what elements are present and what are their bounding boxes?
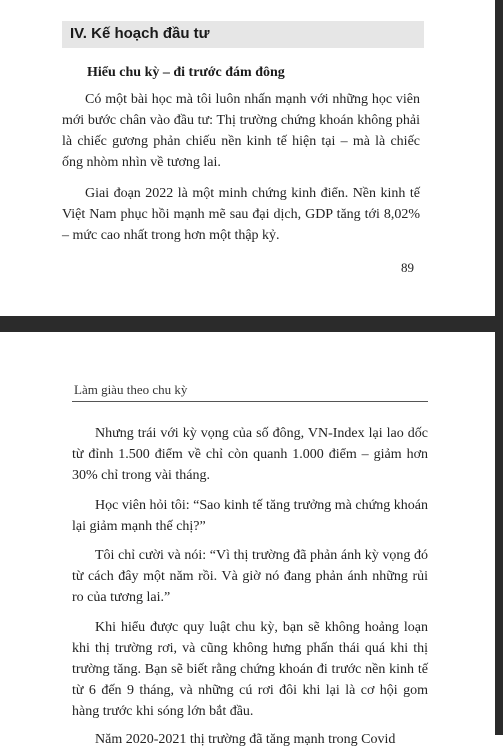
paragraph: Nhưng trái với kỳ vọng của số đông, VN-Index lại lao dốc từ đỉnh 1.500 điểm về chỉ còn quanh 1.000 điểm – giảm hơn 30% chỉ trong vài tháng. [72,426,428,483]
running-header: Làm giàu theo chu kỳ [74,382,188,397]
page-number: 89 [401,260,414,275]
section-header [62,21,424,48]
page-89 [0,0,495,316]
paragraph: Giai đoạn 2022 là một minh chứng kinh điển. Nền kinh tế Việt Nam phục hồi mạnh mẽ sau đại dịch, GDP tăng tới 8,02% – mức cao nhất trong hơn một thập kỷ. [62,186,420,243]
page-90 [0,332,495,747]
header-rule [72,401,428,402]
paragraph: Khi hiểu được quy luật chu kỳ, bạn sẽ không hoảng loạn khi thị trường rơi, và cũng không hưng phấn thái quá khi thị trường tăng. Bạn sẽ biết rằng chứng khoán đi trước nền kinh tế từ 6 đến 9 tháng, và những cú rơi đôi khi lại là cơ hội gom hàng trước khi sóng lớn bắt đầu. [72,620,428,719]
paragraph: Học viên hỏi tôi: “Sao kinh tế tăng trưởng mà chứng khoán lại giảm mạnh thế chị?” [72,498,428,534]
subheading: Hiểu chu kỳ – đi trước đám đông [87,65,285,80]
right-edge-bar [495,0,503,735]
page-gap [0,316,495,332]
paragraph-cut-off: Năm 2020-2021 thị trường đã tăng mạnh trong Covid [95,732,396,747]
section-title: IV. Kế hoạch đầu tư [70,25,210,42]
paragraph: Tôi chỉ cười và nói: “Vì thị trường đã phản ánh kỳ vọng đó từ cách đây một năm rồi. Và giờ nó đang phản ánh những rủi ro của tương lai.” [72,548,428,605]
paragraph: Có một bài học mà tôi luôn nhấn mạnh với những học viên mới bước chân vào đầu tư: Thị trường chứng khoán không phải là chiếc gương phản chiếu nền kinh tế hiện tại – mà là chiếc ống nhòm nhìn về tương lai. [62,92,420,170]
